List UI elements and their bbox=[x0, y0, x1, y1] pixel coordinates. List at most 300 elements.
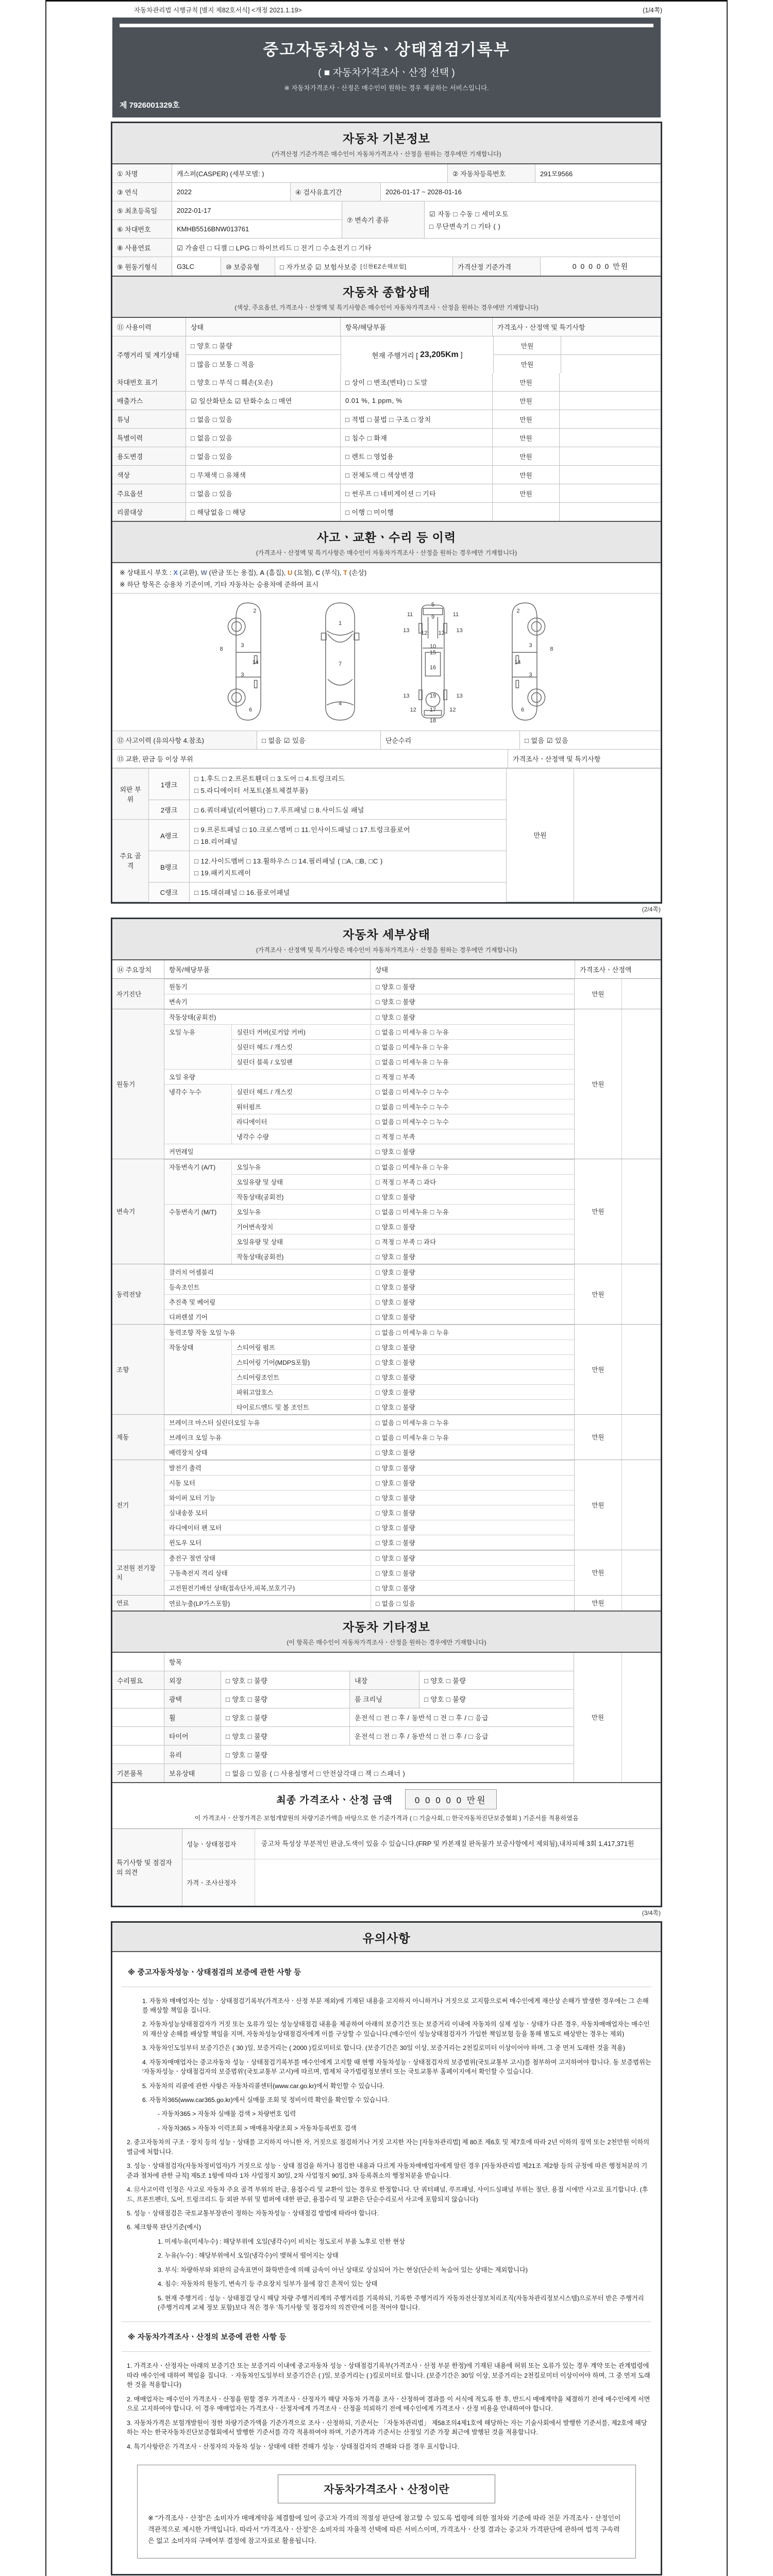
row-state: □ 없음 □ 있음 bbox=[186, 447, 340, 465]
state-options: □ 적정 □ 부족 bbox=[371, 1069, 574, 1084]
notice-item: 4. ⑫사고이력 인정은 사고로 자동차 주요 골격 부위의 판금, 용접수리 및 교환이 있는 경우로 한정합니다. 단 쿼터패널, 루프패널, 사이드실패널 부위는 절단, 용접 시에만 사고로 표기합니다. (후드, 프론트펜더, 도어, 트렁크리드 등 외판 부위 및 범퍼에 대한 판금, 용접수리 및 교환은 단순수리로서 사고에 포함되지 않습니다) bbox=[127, 2186, 648, 2203]
label-base-price: 가격산정 기준가격 bbox=[452, 257, 540, 276]
divider bbox=[122, 2321, 651, 2322]
exchange-label: ⑬ 교환, 판금 등 이상 부위 bbox=[117, 755, 193, 763]
part-label: 냉각수 수량 bbox=[231, 1129, 371, 1144]
rank-label: 1랭크 bbox=[149, 769, 190, 800]
price-cell: 만원 bbox=[574, 1159, 621, 1264]
value-car-name: 캐스퍼(CASPER) (세부모델: ) bbox=[172, 164, 447, 182]
detail-row bbox=[164, 1399, 574, 1414]
state-options: □ 없음 □ 미세누유 □ 누유 bbox=[371, 1054, 574, 1069]
state-options: □ 양호 □ 불량 bbox=[371, 1294, 574, 1309]
appraiser-comment bbox=[255, 1859, 661, 1906]
state-code-part: ※ 상태표시 부호 : bbox=[120, 569, 174, 577]
blank-cell bbox=[559, 447, 661, 465]
device-group-label: 제동 bbox=[112, 1415, 164, 1460]
part-label: 추진축 및 베어링 bbox=[164, 1294, 371, 1309]
state-options: □ 양호 □ 불량 bbox=[371, 1309, 574, 1324]
title-block bbox=[112, 18, 661, 117]
legend-note: ※ 하단 항목은 승용차 기준이며, 기타 자동차는 승용차에 준하여 표시 bbox=[112, 578, 661, 594]
label-warranty-type: ⑩ 보증유형 bbox=[221, 257, 275, 276]
notice-item: - 자동차365 > 자동차 실매물 검색 > 차량번호 입력 bbox=[158, 2110, 296, 2118]
mileage-label: 주행거리 및 계기상태 bbox=[112, 336, 186, 373]
notice-item: 5. 자동차의 리콜에 관한 사항은 자동차리콜센터(www.car.go.kr)에서 확인할 수 있습니다. bbox=[142, 2082, 385, 2090]
col-usage-history: ⑪ 사용이력 bbox=[112, 318, 186, 336]
detail-row bbox=[164, 1174, 574, 1189]
detail-header bbox=[112, 919, 661, 960]
detail-row bbox=[164, 1129, 574, 1144]
part-label: 실내송풍 모터 bbox=[164, 1505, 371, 1520]
car-diagram-side-left bbox=[216, 600, 278, 723]
detail-row bbox=[164, 1114, 574, 1129]
price-appraisal-infobox bbox=[137, 2465, 636, 2558]
device-rows bbox=[164, 1159, 574, 1264]
price-cell: 만원 bbox=[574, 1550, 621, 1595]
other-info-title: 자동차 기타정보 bbox=[343, 1620, 430, 1634]
detail-row bbox=[164, 1039, 574, 1054]
part-label: 실린더 블록 / 오일팬 bbox=[231, 1054, 371, 1069]
group-outer-panel: 외판 부위 bbox=[112, 769, 149, 820]
row-item: □ 렌트 □ 영업용 bbox=[340, 447, 492, 465]
comprehensive-header bbox=[112, 276, 661, 318]
mileage-row bbox=[112, 336, 661, 373]
label-fuel: ⑧ 사용연료 bbox=[112, 239, 172, 257]
detail-row bbox=[164, 1054, 574, 1069]
subgroup-label bbox=[164, 1114, 231, 1129]
warranty-checkboxes: □ 자가보증 ☑ 보험사보증 bbox=[280, 263, 358, 271]
rank-parts bbox=[190, 883, 507, 902]
exchange-price-header: 가격조사ㆍ산정액 및 특기사항 bbox=[508, 750, 661, 768]
row-price: 만원 bbox=[492, 447, 559, 465]
price-cell: 만원 bbox=[574, 979, 621, 1009]
state-code-part: (부식), bbox=[320, 569, 344, 577]
diagram-part-number: 6 bbox=[520, 706, 525, 713]
state-polish: □ 양호 □ 불량 bbox=[221, 1690, 349, 1708]
detail-row bbox=[164, 979, 574, 994]
row-label: 튜닝 bbox=[112, 410, 186, 428]
row-item: □ 침수 □ 화재 bbox=[340, 429, 492, 447]
notice-item: 5. 성능ㆍ상태점검은 국토교통부장관이 정하는 자동차성능ㆍ상태점검 방법에 따라야 합니다. bbox=[127, 2209, 379, 2217]
state-options: □ 양호 □ 불량 bbox=[371, 1505, 574, 1520]
row-state: □ 해당없음 □ 해당 bbox=[186, 503, 340, 521]
state-options: □ 적정 □ 부족 □ 과다 bbox=[371, 1174, 574, 1189]
state-wheel: □ 양호 □ 불량 bbox=[221, 1708, 349, 1726]
basic-info-title: 자동차 기본정보 bbox=[343, 132, 430, 145]
state-options: □ 없음 □ 미세누수 □ 누수 bbox=[371, 1114, 574, 1129]
state-options: □ 없음 □ 미세누수 □ 누수 bbox=[371, 1099, 574, 1114]
state-exterior: □ 양호 □ 불량 bbox=[221, 1671, 349, 1689]
detail-row bbox=[164, 1565, 574, 1580]
notice-item: 1. 미세누유(미세누수) : 해당부위에 오일(냉각수)이 비치는 정도로서 부품 노후로 인한 현상 bbox=[158, 2238, 405, 2245]
label-tire: 타이어 bbox=[164, 1727, 221, 1745]
rank-label: C랭크 bbox=[149, 883, 190, 902]
blank-cell bbox=[112, 1653, 164, 1671]
detail-row bbox=[164, 994, 574, 1009]
notice-item: 3. 자동차인도일부터 보증기간은 ( 30 )일, 보증거리는 ( 2000 )킬로미터로 합니다. (보증기간은 30일 이상, 보증거리는 2천킬로미터 이상이어야 하며, 그 중 먼저 도래한 것을 적용) bbox=[142, 2044, 625, 2052]
blank-cell bbox=[561, 336, 661, 354]
notice-item: 4. 침수: 자동차의 원동기, 변속기 등 주요장치 일부가 물에 잠긴 흔적이 있는 상태 bbox=[158, 2280, 378, 2288]
subgroup-label: 작동상태 bbox=[164, 1340, 231, 1354]
accident-title: 사고ㆍ교환ㆍ수리 등 이력 bbox=[316, 531, 457, 544]
row-item: □ 썬루프 □ 네비게이션 □ 기타 bbox=[340, 484, 492, 502]
detail-row bbox=[164, 1490, 574, 1505]
col-price-remarks: 가격조사ㆍ산정액 및 특기사항 bbox=[492, 318, 661, 336]
device-group-label: 전기 bbox=[112, 1460, 164, 1550]
rank-label: 2랭크 bbox=[149, 800, 190, 820]
state-options: □ 없음 □ 있음 bbox=[371, 1596, 574, 1611]
basic-info-subtitle: (가격산정 기준가격은 매수인이 자동차가격조사ㆍ산정을 원하는 경우에만 기재합니다) bbox=[272, 150, 501, 158]
part-label: 시동 모터 bbox=[164, 1475, 371, 1490]
part-label: 커먼레일 bbox=[164, 1144, 371, 1159]
diagram-part-number: 11 bbox=[407, 611, 413, 618]
detail-row bbox=[164, 1550, 574, 1565]
part-label: 오일유량 및 상태 bbox=[231, 1234, 371, 1249]
wheel-positions: 운전석 □ 전 □ 후 / 동반석 □ 전 □ 후 / □ 응급 bbox=[349, 1708, 574, 1726]
table-row bbox=[112, 502, 661, 521]
detail-row bbox=[164, 1596, 574, 1611]
comprehensive-rows bbox=[112, 373, 661, 521]
diagram-part-number: 17 bbox=[429, 706, 436, 713]
price-cell: 만원 bbox=[507, 769, 574, 902]
detail-row bbox=[164, 1384, 574, 1399]
detail-section bbox=[112, 1159, 661, 1264]
rank-parts-line: □ 12.사이드멤버 □ 13.휠하우스 □ 14.필러패널 ( □A, □B, □C ) bbox=[194, 857, 383, 865]
title-stripe bbox=[120, 24, 653, 27]
detail-section bbox=[112, 1596, 661, 1611]
panel-rank-table bbox=[112, 768, 661, 902]
state-options: □ 없음 □ 미세누수 □ 누수 bbox=[371, 1084, 574, 1099]
subgroup-label: 자동변속기 (A/T) bbox=[164, 1159, 231, 1174]
device-rows bbox=[164, 1415, 574, 1460]
exchange-header-row bbox=[112, 750, 661, 768]
state-options: □ 적정 □ 부족 bbox=[371, 1129, 574, 1144]
device-group-label: 원동기 bbox=[112, 1009, 164, 1159]
blank-cell bbox=[112, 1690, 164, 1708]
state-options: □ 양호 □ 불량 bbox=[371, 1535, 574, 1550]
diagram-part-number: 2 bbox=[253, 607, 257, 614]
notice-item: 6. 체크항목 판단기준(예시) bbox=[127, 2224, 201, 2231]
blank-cell bbox=[559, 429, 661, 447]
notice-item: 4. 특기사항란은 가격조사ㆍ산정자의 자동차 성능ㆍ상태에 대한 견해가 성능ㆍ상태점검자의 견해와 다를 경우 표시합니다. bbox=[127, 2443, 460, 2450]
detail-row bbox=[164, 1430, 574, 1445]
col-state: 상태 bbox=[370, 960, 575, 978]
row-label: 리콜대상 bbox=[112, 503, 186, 521]
value-engine-type: G3LC bbox=[172, 257, 221, 276]
document-title: 중고자동차성능ㆍ상태점검기록부 bbox=[263, 41, 510, 59]
part-label: 라디에이터 bbox=[231, 1114, 371, 1129]
accident-subtitle: (가격조사ㆍ산정액 및 특기사항은 매수인이 자동차가격조사ㆍ산정을 원하는 경우에만 기재합니다) bbox=[256, 549, 517, 556]
detail-row bbox=[164, 1234, 574, 1249]
final-price-note: 이 가격조사ㆍ산정가격은 보험개발원의 차량기준가액을 바탕으로 한 기준가격과 ( □ 기술사회, □ 한국자동차진단보증협회 ) 기준서를 적용하였음 bbox=[112, 1812, 661, 1829]
part-label: 클러치 어셈블리 bbox=[164, 1264, 371, 1279]
detail-row bbox=[164, 1294, 574, 1309]
device-group-label: 동력전달 bbox=[112, 1264, 164, 1324]
subgroup-label bbox=[164, 1039, 231, 1054]
state-code-part: W bbox=[200, 569, 207, 577]
rank-parts-line: □ 15.대쉬패널 □ 16.플로어패널 bbox=[194, 889, 290, 896]
detail-section bbox=[112, 1325, 661, 1415]
detail-table bbox=[112, 979, 661, 1611]
state-options: □ 양호 □ 불량 bbox=[371, 1144, 574, 1159]
blank-cell bbox=[621, 1009, 661, 1159]
row-item: 0.01 %, 1 ppm, % bbox=[340, 392, 492, 410]
part-label: 스티어링 펌프 bbox=[231, 1340, 371, 1354]
mileage-value: 23,205Km bbox=[420, 350, 459, 359]
notice-item: - 자동차365 > 자동차 이력조회 > 매매용차량조회 > 자동차등록번호 검색 bbox=[158, 2124, 357, 2132]
part-label: 구동축전지 격리 상태 bbox=[164, 1565, 371, 1580]
diagram-part-number: 3 bbox=[529, 672, 532, 679]
label-vin: ⑥ 차대번호 bbox=[112, 220, 172, 238]
other-info-header bbox=[112, 1611, 661, 1653]
blank-cell bbox=[574, 769, 661, 902]
detail-row bbox=[164, 1535, 574, 1550]
part-label: 실린더 헤드 / 개스킷 bbox=[231, 1039, 371, 1054]
detail-section bbox=[112, 979, 661, 1009]
subgroup-label bbox=[164, 1219, 231, 1234]
group-basic-items: 기본품목 bbox=[112, 1764, 164, 1782]
state-options: □ 없음 □ 미세누유 □ 누유 bbox=[371, 1204, 574, 1219]
row-item: □ 적법 □ 불법 □ 구조 □ 장치 bbox=[340, 410, 492, 428]
table-row bbox=[112, 484, 661, 502]
row-price: 만원 bbox=[492, 484, 559, 502]
subgroup-label bbox=[164, 1384, 231, 1399]
notice-item: 6. 자동차365(www.car365.go.kr)에서 실매물 조회 및 정비이력 확인을 확인할 수 있습니다. bbox=[142, 2096, 390, 2104]
section-page2 bbox=[111, 918, 662, 1907]
price-cell: 만원 bbox=[574, 1596, 621, 1611]
detail-row bbox=[164, 1084, 574, 1099]
device-rows bbox=[164, 1460, 574, 1550]
value-inspection-period: 2026-01-17 ~ 2028-01-16 bbox=[380, 183, 661, 201]
notice-item: 3. 부식: 차량하부와 외판의 금속표면이 화학반응에 의해 금속이 아닌 상태로 상실되어 가는 현상(단순히 녹슬어 있는 상태는 제외합니다) bbox=[158, 2266, 528, 2274]
detail-column-header bbox=[112, 960, 661, 979]
label-inspection-period: ④ 검사유효기간 bbox=[290, 183, 380, 201]
detail-row bbox=[164, 1204, 574, 1219]
row-label: 색상 bbox=[112, 466, 186, 484]
subgroup-label bbox=[164, 1369, 231, 1384]
label-reg-number: ② 자동차등록번호 bbox=[447, 164, 535, 182]
car-diagram-top bbox=[309, 600, 371, 723]
row-state: □ 없음 □ 있음 bbox=[186, 429, 340, 447]
inspector-label: 성능ㆍ상태점검자 bbox=[182, 1829, 255, 1859]
diagram-part-number: 18 bbox=[429, 718, 436, 724]
diagram-part-number: 13 bbox=[456, 693, 463, 700]
blank-cell bbox=[561, 354, 661, 373]
state-code-part: A bbox=[259, 569, 265, 577]
value-vin: KMHB5516BNW013761 bbox=[172, 220, 342, 238]
value-first-registration: 2022-01-17 bbox=[172, 201, 342, 219]
diagram-part-number: 15 bbox=[429, 650, 436, 656]
col-state: 상태 bbox=[186, 318, 340, 336]
state-code-part: (교환), bbox=[177, 569, 201, 577]
subgroup-label bbox=[164, 1249, 231, 1264]
simple-repair-label: 단순수리 bbox=[380, 731, 519, 749]
subgroup-label: 냉각수 누수 bbox=[164, 1084, 231, 1099]
rank-parts-line: □ 6.쿼더패널(리어휀다) □ 7.루프패널 □ 8.사이드실 패널 bbox=[194, 806, 364, 814]
device-rows bbox=[164, 1264, 574, 1324]
label-glass: 유리 bbox=[164, 1745, 221, 1764]
notice-item: 2. 자동차성능상태점검자가 거짓 또는 오류가 있는 성능상태점검 내용을 제공하여 아래의 보증기간 또는 보증거리 이내에 자동차의 실제 성능ㆍ상태가 다른 경우, 자동차매매업자는 매수인의 재산상 손해를 배상할 책임을 지며, 자동차성능상태점검자에게 이를 구상할 수 있습니다.(매수인이 성능상태점검자가 가입한 책임보험 등을 통해 별도로 배상받는 경우는 제외) bbox=[142, 2021, 650, 2038]
page-marker-3: (3/4쪽) bbox=[642, 1909, 661, 1917]
notices-header bbox=[112, 1923, 661, 1952]
part-label: 파워고압호스 bbox=[231, 1384, 371, 1399]
blank-cell bbox=[621, 1325, 661, 1414]
blank-cell bbox=[621, 979, 661, 1009]
part-label: 원동기 bbox=[164, 979, 371, 994]
state-code-part: U bbox=[287, 569, 293, 577]
label-interior: 내장 bbox=[349, 1671, 419, 1689]
detail-row bbox=[164, 1520, 574, 1535]
state-options: □ 양호 □ 불량 bbox=[371, 1384, 574, 1399]
detail-row bbox=[164, 1460, 574, 1475]
notice-heading-1: ※ 중고자동차성능ㆍ상태점검의 보증에 관한 사항 등 bbox=[128, 1968, 301, 1977]
comprehensive-subtitle: (색상, 주요옵션, 가격조사ㆍ산정액 및 특기사항은 매수인이 자동차가격조사ㆍ산정을 원하는 경우에만 기재합니다) bbox=[234, 304, 539, 311]
accident-header bbox=[112, 521, 661, 563]
part-label: 고전원전기배선 상태(접속단자,피복,보호기구) bbox=[164, 1580, 371, 1595]
detail-row bbox=[164, 1069, 574, 1084]
diagram-part-number: 7 bbox=[338, 660, 342, 667]
state-options: □ 양호 □ 불량 bbox=[371, 1399, 574, 1414]
device-group-label: 조향 bbox=[112, 1325, 164, 1414]
row-item: □ 이행 □ 미이행 bbox=[340, 503, 492, 521]
row-price: 만원 bbox=[492, 466, 559, 484]
state-options: □ 양호 □ 불량 bbox=[371, 994, 574, 1009]
final-price-label: 최종 가격조사ㆍ산정 금액 bbox=[276, 1794, 393, 1806]
state-options: □ 양호 □ 불량 bbox=[371, 1520, 574, 1535]
state-code-part: (판금 또는 용접), bbox=[207, 569, 260, 577]
row-state: □ 무채색 □ 유채색 bbox=[186, 466, 340, 484]
price-cell: 만원 bbox=[574, 1264, 621, 1324]
part-label: 연료누출(LP가스포함) bbox=[164, 1596, 371, 1611]
subgroup-label bbox=[164, 1054, 231, 1069]
device-group-label: 고전원 전기장치 bbox=[112, 1550, 164, 1595]
diagram-part-number: 12 bbox=[438, 630, 445, 636]
detail-row bbox=[164, 1024, 574, 1039]
rank-label: B랭크 bbox=[149, 851, 190, 883]
row-label: 주요옵션 bbox=[112, 484, 186, 502]
rank-parts bbox=[190, 851, 507, 883]
car-damage-diagram bbox=[112, 594, 661, 731]
price-cell: 만원 bbox=[574, 1460, 621, 1550]
diagram-part-number: 13 bbox=[403, 693, 410, 700]
document-note: ※ 자동차가격조사ㆍ산정은 매수인이 원하는 경우 제공하는 서비스입니다. bbox=[284, 84, 489, 92]
mileage-state-2: □ 많음 □ 보통 □ 적음 bbox=[186, 354, 341, 373]
detail-row bbox=[164, 1249, 574, 1264]
diagram-part-number: 3 bbox=[529, 642, 532, 649]
infobox-title: 자동차가격조사ㆍ산정이란 bbox=[278, 2475, 495, 2503]
inspector-comment: 중고차 특성상 부분적인 판금,도색이 있을 수 있습니다.(FRP 및 카본재질 판독불가 보증사항에서 제외됨),내차피해 3회 1,417,371원 bbox=[255, 1829, 661, 1859]
detail-row bbox=[164, 1309, 574, 1324]
tire-positions: 운전석 □ 전 □ 후 / 동반석 □ 전 □ 후 / □ 응급 bbox=[349, 1727, 574, 1745]
row-label: 차대번호 표기 bbox=[112, 373, 186, 391]
final-price-value: 0 0 0 0 0 만원 bbox=[405, 1789, 497, 1809]
state-options: □ 양호 □ 불량 bbox=[371, 1279, 574, 1294]
price-cell: 만원 bbox=[574, 1415, 621, 1460]
blank-cell bbox=[621, 1415, 661, 1460]
detail-row bbox=[164, 1264, 574, 1279]
detail-section bbox=[112, 1264, 661, 1325]
subgroup-label bbox=[164, 1234, 231, 1249]
table-row bbox=[112, 410, 661, 428]
divider bbox=[122, 2351, 651, 2352]
part-label: 동력조향 작동 오일 누유 bbox=[164, 1325, 371, 1340]
rank-parts bbox=[190, 769, 507, 800]
diagram-part-number: 16 bbox=[429, 665, 436, 671]
diagram-part-number: 13 bbox=[403, 628, 410, 634]
table-row bbox=[112, 428, 661, 447]
blank-cell bbox=[621, 1550, 661, 1595]
state-code-part: T bbox=[343, 569, 347, 577]
notices-title: 유의사항 bbox=[362, 1931, 411, 1945]
rank-parts bbox=[190, 800, 507, 820]
label-car-name: ① 차명 bbox=[112, 164, 172, 182]
part-label: 변속기 bbox=[164, 994, 371, 1009]
accident-history-state: □ 없음 ☑ 있음 bbox=[257, 731, 380, 749]
detail-row bbox=[164, 1279, 574, 1294]
part-label: 오일유량 및 상태 bbox=[231, 1174, 371, 1189]
row-state: ☑ 일산화탄소 ☑ 탄화수소 □ 매연 bbox=[186, 392, 340, 410]
detail-row bbox=[164, 1475, 574, 1490]
diagram-part-number: 3 bbox=[241, 642, 244, 649]
table-row bbox=[112, 447, 661, 465]
notice-list-1 bbox=[122, 1996, 651, 2313]
label-room-cleaning: 룸 크리닝 bbox=[349, 1690, 419, 1708]
part-label: 라디에이터 팬 모터 bbox=[164, 1520, 371, 1535]
state-code-part: (요철), bbox=[292, 569, 315, 577]
detail-subtitle: (가격조사ㆍ산정액 및 특기사항은 매수인이 자동차가격조사ㆍ산정을 원하는 경우에만 기재합니다) bbox=[256, 946, 517, 954]
diagram-part-number: 12 bbox=[421, 630, 428, 636]
row-price: 만원 bbox=[492, 373, 559, 391]
state-options: □ 양호 □ 불량 bbox=[371, 1490, 574, 1505]
group-repair-needed: 수리필요 bbox=[112, 1671, 164, 1689]
label-polish: 광택 bbox=[164, 1690, 221, 1708]
row-state: □ 없음 □ 있음 bbox=[186, 484, 340, 502]
state-code-part: (흠집), bbox=[264, 569, 288, 577]
state-code-part: C bbox=[315, 569, 321, 577]
subgroup-label bbox=[164, 1354, 231, 1369]
notice-item: 1. 자동차 매매업자는 성능ㆍ상태점검기록부(가격조사ㆍ산정 부분 제외)에 기재된 내용을 고지하지 아니하거나 거짓으로 고지함으로써 매수인에게 재산상 손해가 발생한 경우에는 그 손해를 배상할 책임을 집니다. bbox=[142, 1997, 649, 2014]
diagram-part-number: 9 bbox=[431, 614, 435, 620]
blank-cell bbox=[559, 484, 661, 502]
notice-item: 4. 자동차매매업자는 중고자동차 성능ㆍ상태점검기록부를 매수인에게 고지할 때 현행 자동차성능ㆍ상태점검자의 보증범위(국토교통부 고시)를 첨부하여 고지하여야 합니다. 동 보증범위는 '자동차성능ㆍ상태점검자의 보증범위'(국토교통부 고시)에 따르며, 법제처 국가법령정보센터 또는 국토교통부 홈페이지에서 확인할 수 있습니다. bbox=[142, 2058, 651, 2076]
diagram-part-number: 13 bbox=[456, 628, 463, 634]
state-options: □ 양호 □ 불량 bbox=[371, 1445, 574, 1460]
part-label: 브레이크 오일 누유 bbox=[164, 1430, 371, 1445]
rank-label: A랭크 bbox=[149, 820, 190, 851]
page-marker-2: (2/4쪽) bbox=[642, 905, 661, 913]
current-mileage bbox=[341, 336, 493, 373]
label-transmission: ⑦ 변속기 종류 bbox=[342, 201, 424, 238]
infobox-body: ※ "가격조사ㆍ산정"은 소비자가 매매계약을 체결함에 있어 중고차 가격의 적절성 판단에 참고할 수 있도록 법령에 의한 절차와 기준에 따라 전문 가격조사ㆍ산정인이 객관적으로 제시한 가액입니다. 따라서 "가격조사ㆍ산정"은 소비자의 자율적 선택에 따른 서비스이며, 가격조사ㆍ산정 결과는 중고차 가격판단에 관하여 법적 구속력은 없고 소비자의 구매여부 결정에 참고자료로 활용됩니다. bbox=[148, 2514, 621, 2545]
detail-row bbox=[164, 1144, 574, 1159]
device-rows bbox=[164, 1009, 574, 1159]
comprehensive-table bbox=[112, 318, 661, 521]
notice-item: 2. 매매업자는 매수인이 가격조사ㆍ산정을 원할 경우 가격조사ㆍ산정자가 해당 자동차 가격을 조사ㆍ산정하여 결과를 이 서식에 적도록 한 후, 반드시 매매계약을 체결하기 전에 매수인에게 서면으로 고지하여야 합니다. 이 경우 매매업자는 가격조사ㆍ산정자에게 가격조사ㆍ산정을 의뢰하기 전에 매수인에게 가격조사ㆍ산정 비용을 안내하여야 합니다. bbox=[127, 2395, 650, 2413]
device-group-label: 변속기 bbox=[112, 1159, 164, 1264]
row-label: 배출가스 bbox=[112, 392, 186, 410]
detail-section bbox=[112, 1009, 661, 1159]
state-options: □ 양호 □ 불량 bbox=[371, 1580, 574, 1595]
blank-cell bbox=[559, 466, 661, 484]
blank-cell bbox=[559, 392, 661, 410]
detail-row bbox=[164, 1415, 574, 1430]
detail-title: 자동차 세부상태 bbox=[343, 927, 430, 941]
notice-heading-2: ※ 자동차가격조사ㆍ산정의 보증에 관한 사항 등 bbox=[128, 2333, 287, 2342]
notice-item: 3. 성능ㆍ상태점검자(자동차정비업자)가 거짓으로 성능ㆍ상태 점검을 하거나 점검한 내용과 다르게 자동차매매업자에게 알린 경우 [자동차관리법 제21조 제2항 등의 규정에 따른 행정처분의 기준과 절차에 관한 규칙] 제5조 1항에 따라 1차 사업정지 30일, 2차 사업정지 90일, 3차 등록취소의 행정처분을 받습니다. bbox=[127, 2162, 648, 2179]
detail-row bbox=[164, 1445, 574, 1460]
detail-row bbox=[164, 1189, 574, 1204]
row-label: 특별이력 bbox=[112, 429, 186, 447]
price-cell: 만원 bbox=[574, 1653, 621, 1782]
